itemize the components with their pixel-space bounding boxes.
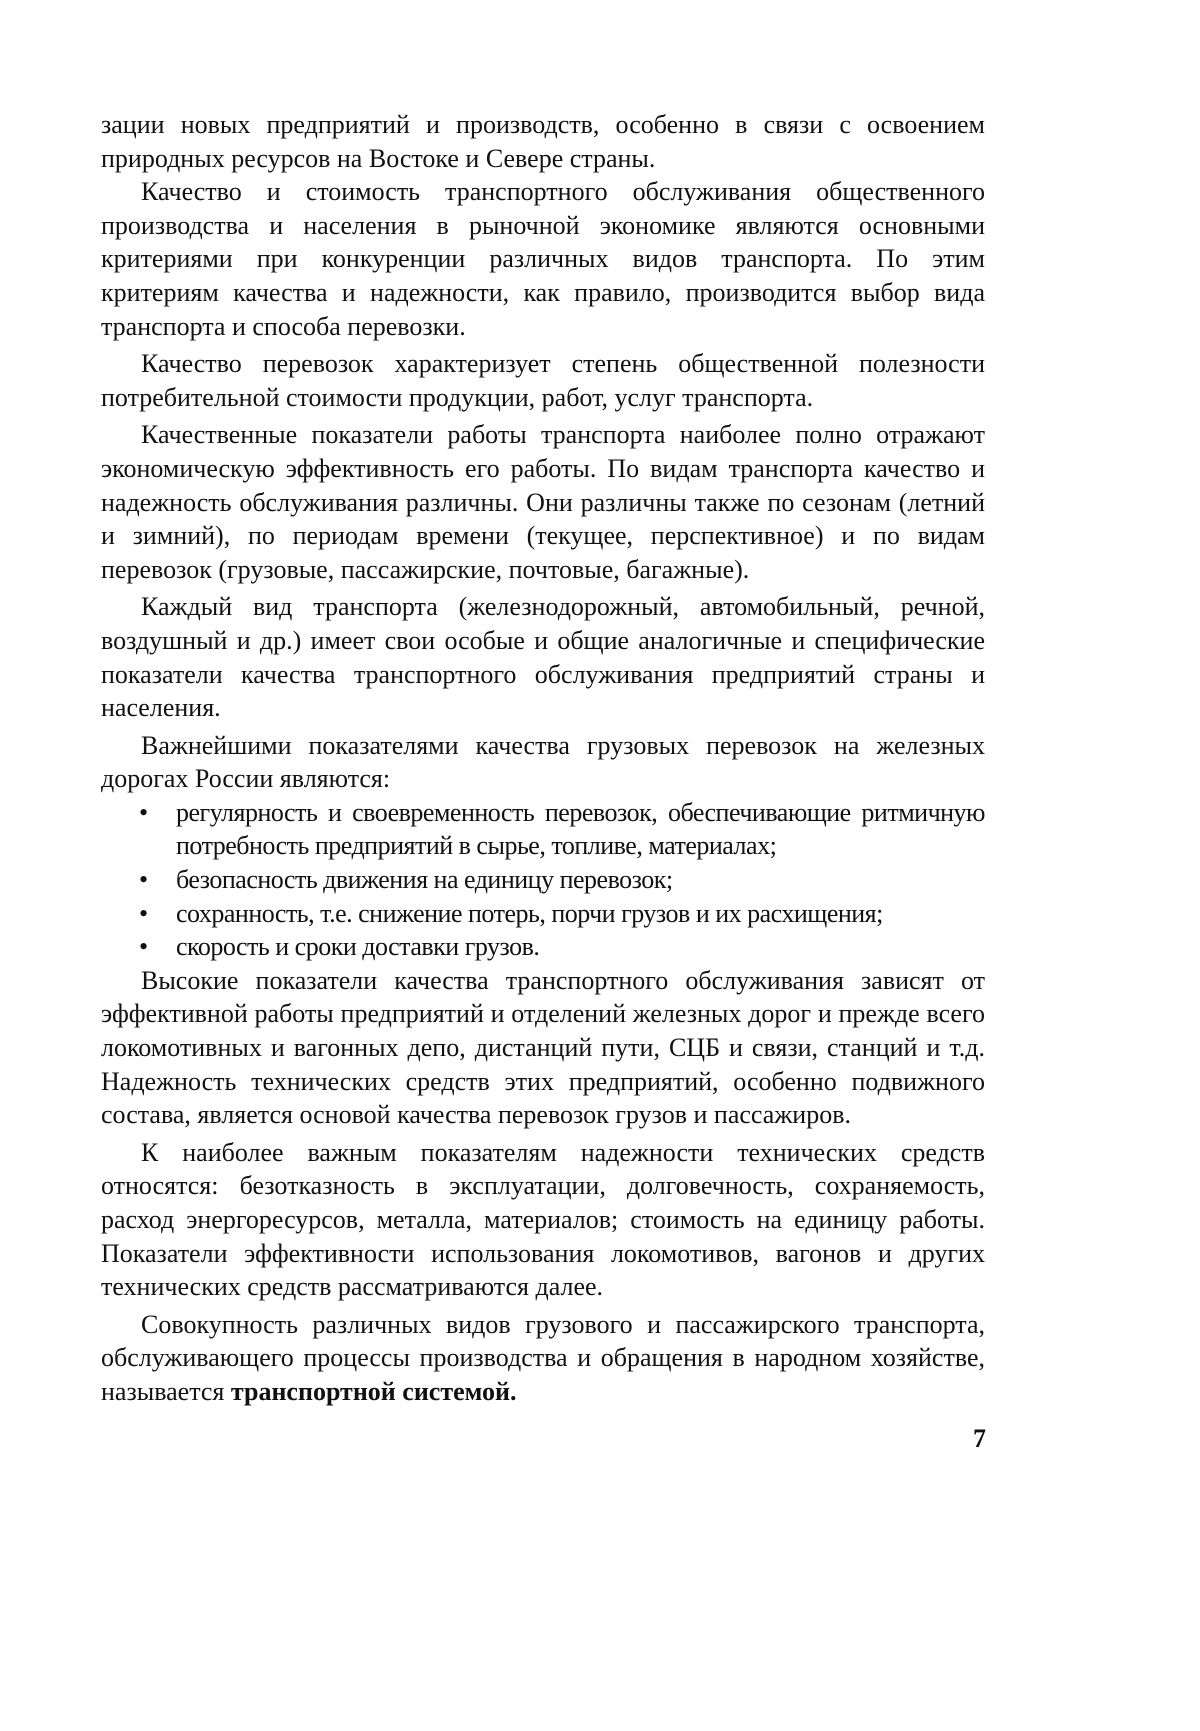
bold-term: транспортной системой.: [230, 1376, 517, 1406]
paragraph: Качество и стоимость транспортного обслуживания общественного производства и населения в рыночной экономике являются основными критериями при конкуренции различных видов транспорта. По этим критериям качества и надежности, как правило, производится выбор вида транспорта и способа перевозки.: [101, 177, 985, 341]
paragraph: Высокие показатели качества транспортного обслуживания зависят от эффективной работы предприятий и отделений железных дорог и прежде всего локомотивных и вагонных депо, дистанций пути, СЦБ и связи, станций и т.д. Надежность технических средств этих предприятий, особенно подвижного состава, является основой качества перевозок грузов и пассажиров.: [101, 965, 985, 1130]
paragraph: Каждый вид транспорта (железнодорожный, автомобильный, речной, воздушный и др.) имеет свои особые и общие аналогичные и специфические показатели качества транспортного обслуживания предприятий страны и населения.: [101, 592, 985, 723]
page-number: 7: [973, 1424, 986, 1453]
paragraph: [101, 1308, 985, 1409]
bullet-item: • регулярность и своевременность перевозок, обеспечивающие ритмичную потребность предприятий в сырье, топливе, материалах;: [101, 796, 985, 863]
bullet-list: [101, 796, 985, 964]
bullet-item: • сохранность, т.е. снижение потерь, порчи грузов и их расхищения;: [101, 897, 985, 931]
paragraph: Качественные показатели работы транспорта наиболее полно отражают экономическую эффективность его работы. По видам транспорта качество и надежность обслуживания различны. Они различны также по сезонам (летний и зимний), по периодам времени (текущее, перспективное) и по видам перевозок (грузовые, пассажирские, почтовые, багажные).: [101, 420, 985, 584]
paragraph-text: Совокупность различных видов грузового и пассажирского транспорта, обслуживающего процессы производства и обращения в народном хозяйстве, называется: [101, 1309, 985, 1406]
paragraph-continuation: зации новых предприятий и производств, особенно в связи с освоением природных ресурсов на Востоке и Севере страны.: [101, 110, 985, 173]
paragraph: К наиболее важным показателям надежности технических средств относятся: безотказность в эксплуатации, долговечность, сохраняемость, расход энергоресурсов, металла, материалов; стоимость на единицу работы. Показатели эффективности использования локомотивов, вагонов и других технических средств рассматриваются далее.: [101, 1137, 985, 1302]
paragraph: Важнейшими показателями качества грузовых перевозок на железных дорогах России являются:: [101, 730, 985, 794]
paragraph: Качество перевозок характеризует степень общественной полезности потребительной стоимости продукции, работ, услуг транспорта.: [101, 349, 985, 412]
page-body-text: [101, 108, 985, 1409]
bullet-item: • скорость и сроки доставки грузов.: [101, 930, 985, 964]
bullet-item: • безопасность движения на единицу перевозок;: [101, 863, 985, 897]
